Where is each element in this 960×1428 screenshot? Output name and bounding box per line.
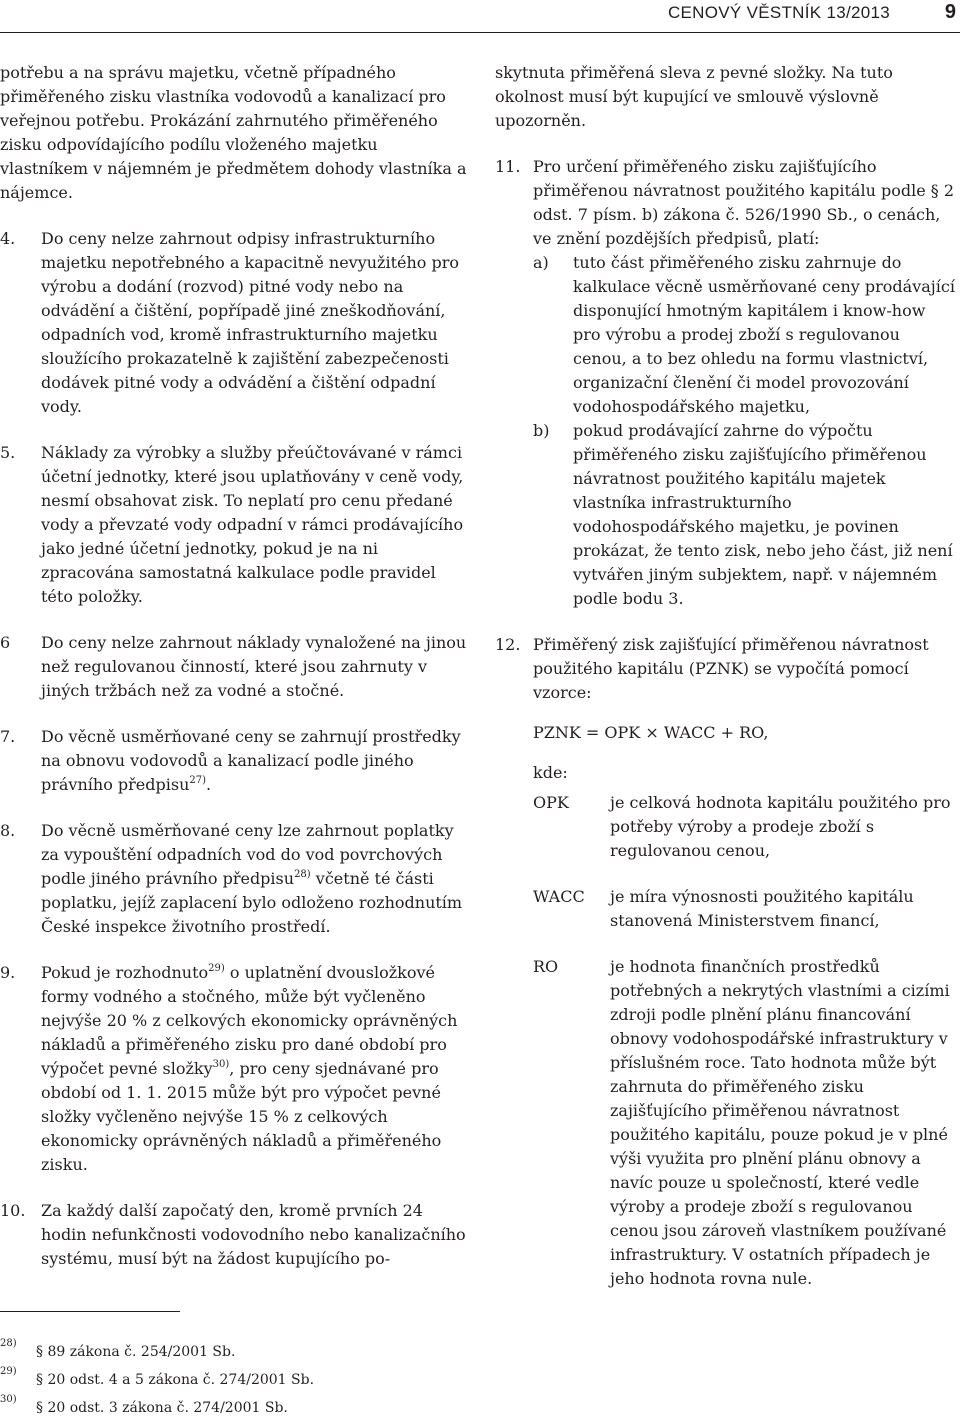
pznk-formula: PZNK = OPK × WACC + RO, — [533, 723, 769, 742]
item-text: Pro určení přiměřeného zisku zajišťujícího přiměřenou návratnost použitého kapitálu podle § 2 odst. 7 písm. b) zákona č. 526/1990 Sb., o cenách, ve znění pozdějších předpisů, platí: — [533, 157, 955, 248]
footnote-divider — [0, 1311, 180, 1312]
item-text — [41, 961, 470, 1177]
sub-item-text: tuto část přiměřeného zisku zahrnuje do kalkulace věcně usměrňované ceny prodávající disponující hmotným kapitálem i know-how pro výrobu a prodej zboží s regulovanou cenou, a to bez ohledu na formu vlastnictví, organizační členění či model provozování vodohospodářského majetku, — [573, 253, 955, 416]
footnote-mark: 28) — [0, 1338, 17, 1349]
sub-item-a — [533, 251, 957, 419]
item-text-part: Pokud je rozhodnuto — [41, 963, 209, 982]
item-4 — [0, 227, 470, 419]
item-number: 11. — [495, 157, 521, 176]
item-number: 8. — [0, 821, 16, 840]
item-9 — [0, 961, 470, 1177]
right-intro-paragraph: skytnuta přiměřená sleva z pevné složky. Na tuto okolnost musí být kupující ve smlouvě výslovně upozorněn. — [495, 63, 893, 130]
definition-text: je hodnota finančních prostředků potřebných a nekrytých vlastními a cizími zdroji podle plnění plánu financování obnovy vodohospodářské infrastruktury v příslušném roce. Tato hodnota může být zahrnuta do přiměřeného zisku zajišťujícího přiměřenou návratnost použitého kapitálu, pouze pokud je v plné výši využita pro plnění plánu obnovy a navíc pouze u společností, které vedle výroby a prodeje zboží s regulovanou cenou jsou zároveň vlastníkem používané infrastruktury. V ostatních případech je jeho hodnota rovna nule. — [610, 957, 950, 1288]
definition-text: je míra výnosnosti použitého kapitálu stanovená Ministerstvem financí, — [610, 887, 914, 930]
item-body — [533, 155, 957, 611]
footnote-mark: 29) — [0, 1366, 17, 1377]
footnote-text — [36, 1372, 314, 1388]
section-sign-icon: § — [36, 1344, 43, 1360]
item-10 — [0, 1199, 470, 1271]
footnotes — [0, 1338, 600, 1428]
definition-opk — [533, 791, 957, 863]
item-number: 10. — [0, 1201, 26, 1220]
footnote-text-value: 20 odst. 3 zákona č. 274/2001 Sb. — [47, 1400, 288, 1416]
item-7 — [0, 725, 470, 797]
footnote-29 — [0, 1366, 600, 1400]
definition-text: je celková hodnota kapitálu použitého pro potřeby výroby a prodeje zboží s regulovanou cenou, — [610, 793, 951, 860]
definition-term: RO — [533, 957, 559, 976]
sub-item-label: b) — [533, 421, 550, 440]
item-5 — [0, 441, 470, 609]
footnote-text — [36, 1344, 235, 1360]
item-text-part: , pro ceny sjednávané pro období od 1. 1. 2015 může být pro výpočet pevné složky vyčleněno nejvýše 15 % z celkových ekonomicky oprávněných nákladů a přiměřeného zisku. — [41, 1059, 442, 1174]
footnote-ref: 27) — [189, 775, 207, 786]
footnote-28 — [0, 1338, 600, 1372]
item-text: Náklady za výrobky a služby přeúčtovávané v rámci účetní jednotky, které jsou uplatňovány v ceně vody, nesmí obsahovat zisk. To neplatí pro cenu předané vody a převzaté vody odpadní v rámci prodávajícího jako jedné účetní jednotky, pokud je na ni zpracována samostatná kalkulace podle pravidel této položky. — [41, 443, 464, 606]
sub-item-b — [533, 419, 957, 611]
page-header — [0, 0, 960, 33]
footnote-mark: 30) — [0, 1394, 17, 1405]
item-number: 9. — [0, 963, 16, 982]
section-sign-icon: § — [36, 1372, 43, 1388]
item-text-part: . — [206, 775, 212, 794]
left-column — [0, 61, 470, 1293]
item-text — [41, 725, 470, 797]
footnote-text — [36, 1400, 288, 1416]
section-sign-icon: § — [36, 1400, 43, 1416]
right-column — [495, 61, 957, 1313]
item-8 — [0, 819, 470, 939]
footnote-ref: 29) — [208, 963, 225, 974]
item-number: 12. — [495, 635, 521, 654]
item-text: Za každý další započatý den, kromě prvních 24 hodin nefunkčnosti vodovodního nebo kanalizačního systému, musí být na žádost kupujícího po- — [41, 1201, 466, 1268]
page-number: 9 — [944, 1, 956, 23]
item-text-part: Do věcně usměrňované ceny se zahrnují prostředky na obnovu vodovodů a kanalizací podle jiného právního předpisu — [41, 727, 461, 794]
item-6 — [0, 631, 470, 703]
definition-ro — [533, 955, 957, 1291]
footnote-ref: 30) — [212, 1059, 230, 1070]
item-11 — [495, 155, 957, 611]
item-number: 6 — [0, 633, 11, 652]
item-number: 4. — [0, 229, 16, 248]
item-text-part: Do věcně usměrňované ceny lze zahrnout poplatky za vypouštění odpadních vod do vod povrchových podle jiného právního předpisu — [41, 821, 454, 888]
sub-item-label: a) — [533, 253, 549, 272]
item-text: Přiměřený zisk zajišťující přiměřenou návratnost použitého kapitálu (PZNK) se vypočítá pomocí vzorce: — [533, 635, 929, 702]
footnote-ref: 28) — [294, 869, 311, 880]
definition-term: OPK — [533, 793, 569, 812]
item-12 — [495, 633, 957, 705]
footnote-text-value: 20 odst. 4 a 5 zákona č. 274/2001 Sb. — [47, 1372, 315, 1388]
sub-item-text: pokud prodávající zahrne do výpočtu přiměřeného zisku zajišťujícího přiměřenou návratnost použitého kapitálu majetek vlastníka infrastrukturního vodohospodářského majetku, je povinen prokázat, že tento zisk, nebo jeho část, již není vytvářen jiným subjektem, např. v nájemném podle bodu 3. — [573, 421, 953, 608]
footnote-text-value: 89 zákona č. 254/2001 Sb. — [47, 1344, 236, 1360]
definition-term: WACC — [533, 887, 585, 906]
item-text: Do ceny nelze zahrnout náklady vynaložené na jinou než regulovanou činností, které jsou zahrnuty v jiných tržbách než za vodné a stočné. — [41, 633, 467, 700]
item-number: 5. — [0, 443, 16, 462]
item-text: Do ceny nelze zahrnout odpisy infrastrukturního majetku nepotřebného a kapacitně nevyužitého pro výrobu a dodání (rozvod) pitné vody nebo na odvádění a čištění, popřípadě jiné zneškodňování, odpadních vod, kromě infrastrukturního majetku sloužícího prokazatelně k zajištění zabezpečenosti dodávek pitné vody a odvádění a čištění odpadní vody. — [41, 229, 460, 416]
item-text-part: o uplatnění dvousložkové formy vodného a stočného, může být vyčleněno nejvýše 20 % z celkových ekonomicky oprávněných nákladů a přiměřeného zisku pro dané období pro výpočet pevné složky — [41, 963, 458, 1078]
item-number: 7. — [0, 727, 16, 746]
item-text-part: včetně té části poplatku, jejíž zaplacení bylo odloženo rozhodnutím České inspekce životního prostředí. — [41, 869, 463, 936]
journal-title: CENOVÝ VĚSTNÍK 13/2013 — [667, 3, 890, 22]
footnote-30 — [0, 1394, 600, 1428]
definition-wacc — [533, 885, 957, 933]
left-intro-paragraph: potřebu a na správu majetku, včetně případného přiměřeného zisku vlastníka vodovodů a kanalizací pro veřejnou potřebu. Prokázání zahrnutého přiměřeného zisku odpovídajícího podílu vloženého majetku vlastníkem v nájemném je předmětem dohody vlastníka a nájemce. — [0, 63, 467, 202]
where-label: kde: — [533, 763, 568, 782]
item-text — [41, 819, 470, 939]
